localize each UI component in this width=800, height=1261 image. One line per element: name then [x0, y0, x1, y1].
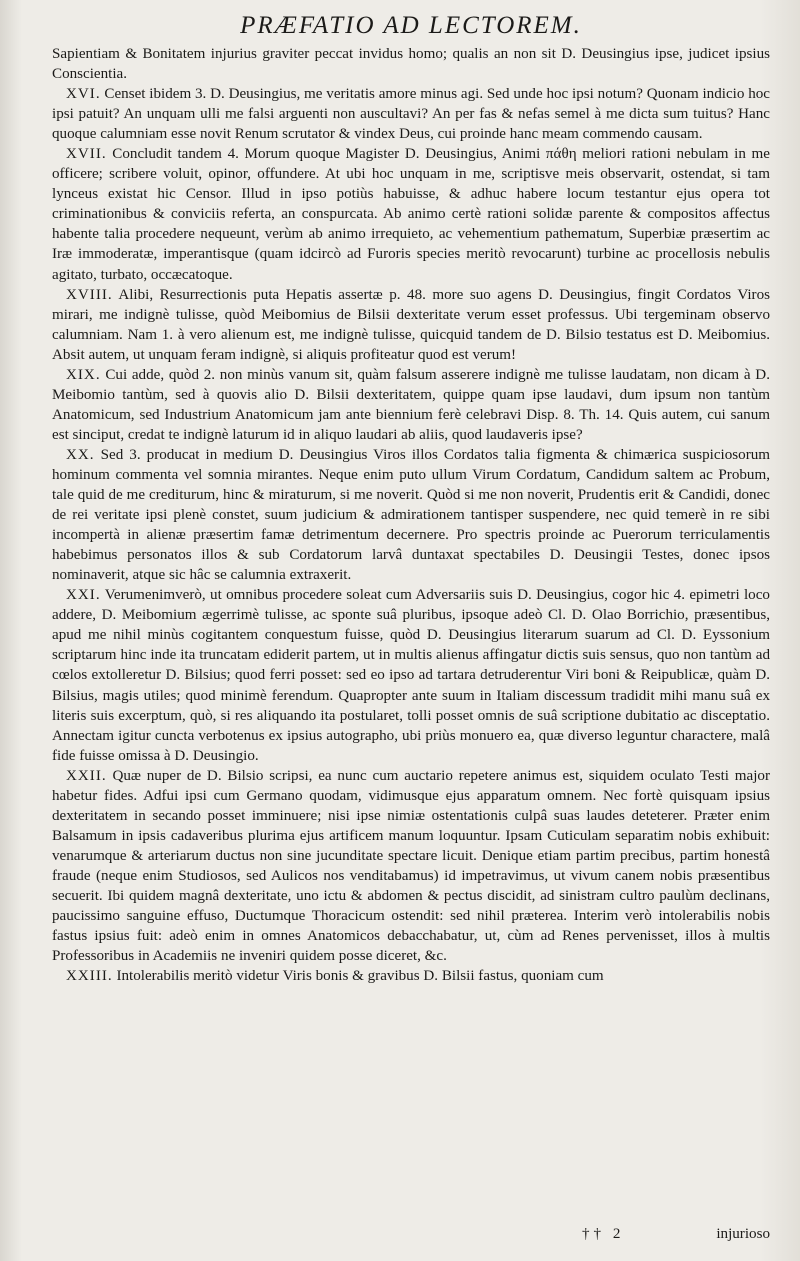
- signature-mark: †† 2: [582, 1226, 625, 1242]
- paragraph: [52, 44, 770, 84]
- paragraph-text: Alibi, Resurrectionis puta Hepatis assertæ p. 48. more suo agens D. Deusingius, fingit Cordatos Viros mirari, me indignè tulisse, quòd Meibomius de Bilsii dexteritate verum esset professus. Ubi tergeminam observo calumniam. Nam 1. à vero alienum est, me indignè tulisse, quicquid tandem de D. Bilsio testatus est D. Meibomius. Absit autem, ut unquam feram indignè, si aliquis profiteatur quod est verum!: [52, 286, 770, 363]
- paragraph-text: Cui adde, quòd 2. non minùs vanum sit, quàm falsum asserere indignè me tulisse laudatam, non dicam à D. Meibomio tantùm, sed à quovis alio D. Bilsii dexteritatem, quippe quam ipse laudavi, dum ipsum non tantùm Anatomicum, sed Industrium Anatomicum jam ante biennium ferè celebravi Disp. 8. Th. 14. Quis autem, cui sanum est sinciput, credat te indignè laturum id in aliquo laudari ab aliis, quod laudaveris ipse?: [52, 366, 770, 443]
- paragraph: [52, 445, 770, 585]
- paragraph: [52, 84, 770, 144]
- section-number: XXI.: [66, 587, 101, 604]
- section-number: XXII.: [66, 767, 107, 784]
- section-number: XVI.: [66, 86, 101, 103]
- catchword: injurioso: [716, 1226, 770, 1242]
- section-number: XVIII.: [66, 286, 113, 303]
- section-number: XXIII.: [66, 968, 113, 985]
- paragraph-text: Sed 3. producat in medium D. Deusingius Viros illos Cordatos talia figmenta & chimærica suspiciosorum hominum commenta vel somnia mirantes. Neque enim puto ullum Virum Cordatum, Candidum saltem ac Probum, tale quid de me crediturum, hinc & miraturum, si me noverit. Quòd si me non noverit, Prudentis erit & Candidi, donec de rei veritate ipsi plenè constet, suum judicium & admirationem tantisper suspendere, nec quid temerè in re sibi incompertà in alienæ præsertim famæ detrimentum decernere. Pro spectris proinde ac Puerorum terriculamentis habebimus personatos illos & sub Cordatorum larvâ duntaxat spectabiles D. Deusingii Testes, donec ipsos nominaverit, atque sic hâc se calumnia extraxerit.: [52, 446, 771, 584]
- paragraph: [52, 585, 770, 765]
- paragraph-text: Concludit tandem 4. Morum quoque Magister D. Deusingius, Animi πάθη meliori rationi nebulam in me officere; scribere voluit, opinor, offundere. At ubi hoc unquam in me, scriptisve meis observarit, ostendat, si tam lynceus existat hic Censor. Illud in ipso potiùs habuisse, & adhuc habere locum testantur ejus opera tot criminationibus & conviciis referta, an conspurcata. Ab animo certè rationi solidæ parente & compositos affectus habente talia procedere nequeunt, verùm ab animo irrequieto, ac vehementium pathematum, Superbiæ præsertim ac Iræ immoderatæ, imperantisque (quam idcircò ad Furoris species meritò revocarunt) turbine ac procellosis nebulis agitato, turbato, occæcatoque.: [52, 146, 770, 283]
- paragraph-text: Censet ibidem 3. D. Deusingius, me veritatis amore minus agi. Sed unde hoc ipsi notum? Quonam indicio hoc ipsi patuit? An unquam ulli me falsi arguenti non auscultavi? An per fas & nefas semel à me dicta sum tuitus? Hanc quoque calumniam esse novit Renum scrutator & vindex Deus, cui proinde hanc meam commendo causam.: [52, 86, 770, 143]
- section-number: XIX.: [66, 366, 101, 383]
- paragraph: [52, 365, 770, 445]
- paragraph-text: Intolerabilis meritò videtur Viris bonis & gravibus D. Bilsii fastus, quoniam cum: [116, 968, 604, 985]
- paragraph: [52, 144, 770, 284]
- paragraph: [52, 966, 770, 986]
- paragraph: [52, 285, 770, 365]
- paragraph-text: Quæ nuper de D. Bilsio scripsi, ea nunc cum auctario repetere animus est, siquidem oculato Testi major habetur fides. Adfui ipsi cum Germano quodam, vidimusque ejus apparatum omnem. Nec fortè quisquam ipsius dexteritatem in secando posset imminuere; nisi ipse nimiæ ostentationis culpâ suas laudes deteterer. Præter enim Balsamum in ipsis cadaveribus plurima ejus artificem manum loquuntur. Ipsam Cuticulam separatim nobis exhibuit: venarumque & arteriarum ductus non sine jucunditate spectare licuit. Denique etiam partim precibus, partim honestâ fraude (neque enim Studiosos, sed Aulicos nos venditabamus) id impetravimus, ut vivum canem nobis præsentibus secuerit. Ibi quidem magnâ dexteritate, uno ictu & abdomen & pectus discidit, ad sinistram cultro paulùm declinans, paucissimo sanguine effuso, Ductumque Thoracicum ostendit: sed nihil præterea. Interim verò intolerabilis nobis fastus ipsius fuit: adeò enim in omnes Anatomicos debacchabatur, ut, cùm ad Renes pervenisset, illos à multis Professoribus in Academiis ne inveniri quidem posse diceret, &c.: [52, 767, 770, 965]
- paragraph-text: Sapientiam & Bonitatem injurius graviter peccat invidus homo; qualis an non sit D. Deusingius ipse, judicet ipsius Conscientia.: [52, 46, 770, 83]
- body-text: [52, 44, 770, 986]
- paragraph-text: Verumenimverò, ut omnibus procedere soleat cum Adversariis suis D. Deusingius, cogor hic 4. epimetri loco addere, D. Meibomium ægerrimè tulisse, ac sponte suâ pluribus, ipsoque adeò Cl. D. Olao Borrichio, præsentibus, apud me nihil minùs cogitantem conquestum fuisse, quòd D. Deusingius literarum suarum ad Cl. D. Eyssonium scriptarum hinc inde ita truncatam ediderit partem, ut in multis alienus affingatur dictis suis sensus, quo non tantùm ad cœlos extolleretur D. Bilsius; quod ferri posset: sed eo ipso ad tartara detruderentur Viri boni & Reipublicæ, quàm D. Bilsius, magis utiles; quod minimè ferendum. Quapropter ante suum in Italiam discessum tradidit mihi manu suâ ex literis suis excerptum, quò, si res aliquando ita postularet, tolli posset omnis de suâ scriptione dubitatio ac disceptatio. Annectam igitur cuncta verbotenus ex ipsius autographo, ubi priùs monuero ea, quæ diverso leguntur charactere, malâ fide fuisse omissa à D. Deusingio.: [52, 587, 770, 764]
- running-head: PRÆFATIO AD LECTOREM.: [240, 12, 582, 39]
- paragraph: [52, 766, 770, 966]
- section-number: XX.: [66, 446, 95, 463]
- section-number: XVII.: [66, 146, 107, 163]
